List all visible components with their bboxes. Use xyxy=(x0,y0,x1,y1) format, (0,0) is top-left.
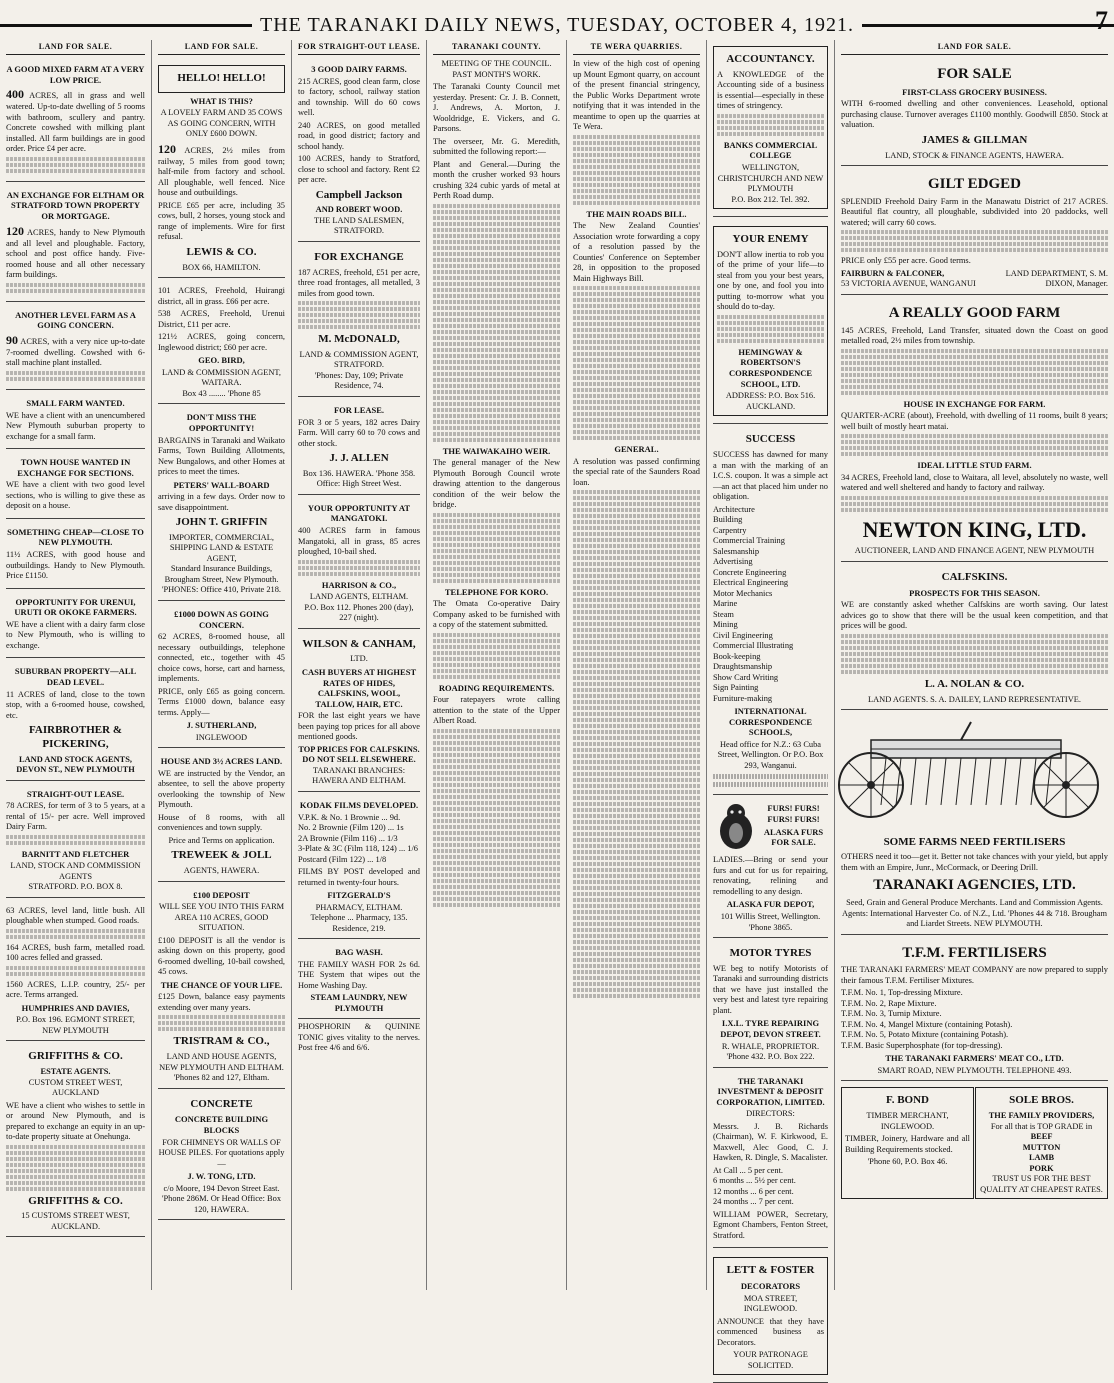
ad-suburban-property: SUBURBAN PROPERTY—ALL DEAD LEVEL. 11 ACRES of land, close to the town stop, with a 6-roomed house, cowshed, etc. FAIRBROTHER & PICKERING, LAND AND STOCK AGENTS, DEVON ST., NEW PLYMOUTH xyxy=(6,661,145,780)
kodak-price-item: Postcard (Film 122) ... 1/8 xyxy=(298,854,387,864)
course-item: Motor Mechanics xyxy=(713,588,773,598)
kodak-price-item: No. 2 Brownie (Film 120) ... 1s xyxy=(298,823,404,832)
ad-alaska-furs: FURS! FURS! FURS! FURS! ALASKA FURS FOR SALE. LADIES.—Bring or send your furs and cut for us for repairing, renovating, relining and remodelling to any design. ALASKA FUR DEPOT, 101 Willis Street, Wellington. 'Phone 3865. xyxy=(713,798,828,938)
kodak-price-list xyxy=(298,813,420,866)
firm-harrison: HARRISON & CO., xyxy=(321,579,397,590)
page-columns xyxy=(0,40,1114,1370)
ad-f-bond: F. BOND TIMBER MERCHANT, INGLEWOOD. TIMBER, Joinery, Hardware and all Building Requirements stocked. 'Phone 60, P.O. Box 46. xyxy=(841,1087,974,1199)
meat-item: MUTTON xyxy=(1022,1142,1061,1152)
ad-level-farm: ANOTHER LEVEL FARM AS A GOING CONCERN. 90 ACRES, with a very nice up-to-date 7-roomed dwelling. Cowshed with 6-stall machine plant installed. xyxy=(6,305,145,390)
firm-treweek: TREWEEK & JOLL xyxy=(171,849,272,862)
page-number: 7 xyxy=(1095,6,1108,35)
ad-success: SUCCESS SUCCESS has dawned for many a man with the marking of an I.C.S. coupon. It was a simple act—an act that placed him under no obligation. Architecture Building Carpentry Commercial Training Salesmanship Advertising Concrete Engineering Electrical Engineering Motor Mechanics Marine Steam Mining Civil Engineering Commercial Illustrating Book-keeping Draughtsmanship Show Card Writing Sign Painting Furniture-making INTERNATIONAL CORRESPONDENCE SCHOOLS, Head office for N.Z.: 63 Cuba Street, Wellington. Or P.O. Box 293, Wanganui. xyxy=(713,427,828,795)
course-item: Show Card Writing xyxy=(713,672,779,682)
course-item: Furniture-making xyxy=(713,693,773,703)
firm-tong: J. W. TONG, LTD. xyxy=(187,1171,256,1182)
course-item: Draughtsmanship xyxy=(713,662,773,671)
ad-exchange-eltham: AN EXCHANGE FOR ELTHAM OR STRATFORD TOWN PROPERTY OR MORTGAGE. 120 ACRES, handy to New Plymouth and all level and ploughable. Factory, school and post office handy. Five-roomed house and all other necessary farm buildings. xyxy=(6,185,145,302)
column-header: LAND FOR SALE. xyxy=(841,42,1108,55)
firm-ixl: I.X.L. TYRE REPAIRING DEPOT, DEVON STREET. xyxy=(720,1018,821,1039)
ad-concrete: CONCRETE CONCRETE BUILDING BLOCKS FOR CHIMNEYS OR WALLS OF HOUSE PILES. For quotations apply— J. W. TONG, LTD. c/o Moore, 194 Devon Street East. 'Phone 286M. Or Head Office: Box 120, HAWERA. xyxy=(158,1092,285,1221)
firm-campbell-jackson: Campbell Jackson xyxy=(315,188,403,201)
section-heading: THE WAIWAKAIHO WEIR. xyxy=(442,445,551,456)
firm-barnitt: BARNITT AND FLETCHER xyxy=(21,848,130,859)
firm-taranaki-farmers-meat: THE TARANAKI FARMERS' MEAT CO., LTD. xyxy=(885,1053,1064,1064)
ad-hello: HELLO! HELLO! WHAT IS THIS? A LOVELY FARM AND 35 COWS AS GOING CONCERN, WITH ONLY £600 DOWN. 120 ACRES, 2½ miles from railway, 5 miles from good town; half-mile from factory and school. All ploughable, well fenced. Nice house and outbuildings. PRICE £65 per acre, including 35 cows, bull, 2 horses, young stock and range of implements. Wire for first refusal. LEWIS & CO. BOX 66, HAMILTON. xyxy=(158,59,285,278)
firm-hemingway: HEMINGWAY & ROBERTSON'S CORRESPONDENCE SCHOOL, LTD. xyxy=(728,346,813,389)
course-item: Advertising xyxy=(713,557,753,566)
firm-fairburn-falconer: FAIRBURN & FALCONER, xyxy=(841,268,945,278)
ad-bag-wash: BAG WASH. THE FAMILY WASH FOR 2s 6d. THE System that wipes out the Home Washing Day. STEAM LAUNDRY, NEW PLYMOUTH xyxy=(298,942,420,1019)
seed-drill-illustration xyxy=(841,720,1101,825)
bottom-ads-row xyxy=(841,1084,1108,1202)
ad-for-lease: FOR LEASE. FOR 3 or 5 years, 182 acres Dairy Farm. Will carry 60 to 70 cows and other stock. J. J. ALLEN Box 136. HAWERA. 'Phone 358. Office: High Street West. xyxy=(298,400,420,495)
firm-sutherland: J. SUTHERLAND, xyxy=(186,720,257,731)
section-heading: TELEPHONE FOR KORO. xyxy=(444,586,549,597)
ad-griffiths: GRIFFITHS & CO. ESTATE AGENTS. CUSTOM STREET WEST, AUCKLAND WE have a client who wishes to settle in or around New Plymouth, and is prepared to exchange an equity in an up-to-date property situate at Onehunga. GRIFFITHS & CO. 15 CUSTOMS STREET WEST, AUCKLAND. xyxy=(6,1044,145,1237)
firm-f-bond: F. BOND xyxy=(886,1094,929,1107)
column-header: LAND FOR SALE. xyxy=(6,42,145,55)
firm-tristram: TRISTRAM & CO., xyxy=(173,1035,270,1048)
course-item: Carpentry xyxy=(713,525,747,535)
ad-1000-down: £1000 DOWN AS GOING CONCERN. 62 ACRES, 8-roomed house, all necessary outbuildings, telephone connected, etc., together with 45 choice cows, horse, cart and harness, implements. PRICE, only £65 as going concern. Terms £1000 down, balance easy terms. Apply— J. SUTHERLAND, INGLEWOOD xyxy=(158,604,285,748)
section-heading: ROADING REQUIREMENTS. xyxy=(438,682,555,693)
ad-100-deposit: £100 DEPOSIT WILL SEE YOU INTO THIS FARM AREA 110 ACRES, GOOD SITUATION. £100 DEPOSIT is all the vendor is asking down on this property, good 6-roomed dwelling, 10-bail cowshed, 45 cows. THE CHANCE OF YOUR LIFE. £125 Down, balance easy payments extending over many years. TRISTRAM & CO., LAND AND HOUSE AGENTS, NEW PLYMOUTH AND ELTHAM. 'Phones 82 and 127, Eltham. xyxy=(158,885,285,1089)
kodak-price-item: V.P.K. & No. 1 Brownie ... 9d. xyxy=(298,812,401,822)
ad-house-acres: HOUSE AND 3½ ACRES LAND. WE are instructed by the Vendor, an absentee, to sell the above property overlooking the township of New Plymouth. House of 8 rooms, with all conveniences and town supply. Price and Terms on application. TREWEEK & JOLL AGENTS, HAWERA. xyxy=(158,751,285,881)
course-list xyxy=(713,505,828,705)
ad-calfskins: CALFSKINS. PROSPECTS FOR THIS SEASON. WE are constantly asked whether Calfskins are worth saving. Our latest advices go to show that there will be the usual keen competition, and that prices will be good. L. A. NOLAN & CO. LAND AGENTS. S. A. DAILEY, LAND REPRESENTATIVE. xyxy=(841,565,1108,710)
course-item: Concrete Engineering xyxy=(713,567,787,577)
firm-wilson-canham: WILSON & CANHAM, xyxy=(302,637,416,650)
firm-newton-king: NEWTON KING, LTD. xyxy=(862,516,1087,542)
ad-geo-bird: 101 ACRES, Freehold, Huirangi district, all in grass. £66 per acre. 538 ACRES, Freehold, Urenui District, £11 per acre. 121½ ACRES, going concern, Inglewood district; £60 per acre. GEO. BIRD, LAND & COMMISSION AGENT, WAITARA. Box 43 ........ 'Phone 85 xyxy=(158,281,285,404)
firm-mcdonald: M. McDONALD, xyxy=(318,333,400,346)
ad-fertiliser-drill: SOME FARMS NEED FERTILISERS OTHERS need it too—get it. Better not take chances with your yield, but apply them with an Empire, Junr., McCormack, or Deering Drill. TARANAKI AGENCIES, LTD. Seed, Grain and General Produce Merchants. Land and Commission Agents. Agents: International Harvester Co. of N.Z., Ltd. 'Phones 44 & 718. Brougham and Liardet Streets. NEW PLYMOUTH. xyxy=(841,713,1108,935)
firm-griffin: JOHN T. GRIFFIN xyxy=(175,516,268,529)
ad-small-farm-wanted: SMALL FARM WANTED. WE have a client with an unencumbered New Plymouth suburban property to exchange for a small farm. xyxy=(6,393,145,449)
ad-really-good-farm: A REALLY GOOD FARM 145 ACRES, Freehold, Land Transfer, situated down the Coast on good metalled road, 2½ miles from township. HOUSE IN EXCHANGE FOR FARM. QUARTER-ACRE (about), Freehold, with dwelling of 11 rooms, built 8 years; well built of mostly heart matai. IDEAL LITTLE STUD FARM. 34 ACRES, Freehold land, close to Waitara, all level, absolutely no waste, well watered and well sheltered and handy to factory and railway. NEWTON KING, LTD. AUCTIONEER, LAND AND FINANCE AGENT, NEW PLYMOUTH xyxy=(841,298,1108,562)
course-item: Sign Painting xyxy=(713,683,759,692)
ad-grocery-business: FOR SALE FIRST-CLASS GROCERY BUSINESS. WITH 6-roomed dwelling and other conveniences. Leasehold, optional purchasing clause. Turnover averages £1100 monthly. Goodwill £850. Stock at valuation. JAMES & GILLMAN LAND, STOCK & FINANCE AGENTS, HAWERA. xyxy=(841,59,1108,166)
meat-list xyxy=(979,1132,1104,1174)
ad-dairy-farms: 3 GOOD DAIRY FARMS. 215 ACRES, good clean farm, close to factory, school, railway station and township. Will do 60 cows well. 240 ACRES, on good metalled road, in good district; factory and school handy. 100 ACRES, handy to Stratford, close to school and factory. Rent £2 per acre. Campbell Jackson AND ROBERT WOOD. THE LAND SALESMEN, STRATFORD. xyxy=(298,59,420,242)
course-item: Commercial Training xyxy=(713,536,785,545)
course-item: Marine xyxy=(713,599,738,608)
firm-james-gillman: JAMES & GILLMAN xyxy=(921,133,1028,146)
article-title: TARANAKI COUNTY. xyxy=(433,42,560,55)
fertiliser-item: T.F.M. No. 4, Mangel Mixture (containing Potash). xyxy=(841,1019,1013,1029)
section-heading: TE WERA QUARRIES. xyxy=(573,42,700,55)
fertiliser-item: T.F.M. No. 3, Turnip Mixture. xyxy=(841,1009,942,1019)
course-item: Mining xyxy=(713,620,738,629)
masthead xyxy=(0,0,1114,40)
firm-alaska-fur-depot: ALASKA FUR DEPOT, xyxy=(726,899,815,910)
firm-nolan: L. A. NOLAN & CO. xyxy=(924,677,1025,690)
course-item: Book-keeping xyxy=(713,651,761,661)
column-7 xyxy=(835,40,1114,1290)
firm-sole-bros: SOLE BROS. xyxy=(1009,1094,1074,1107)
column-4: TARANAKI COUNTY. MEETING OF THE COUNCIL. PAST MONTH'S WORK. The Taranaki County Council met yesterday. Present: Cr. J. B. Connett, J. Andrews, A. Morton, J. Wooldridge, E. Vickers, and G. Parsons. The overseer, Mr. G. Meredith, submitted the following report:— Plant and General.—During the month the crusher worked 93 hours crushing 324 cubic yards of metal at Perth Road dump. THE WAIWAKAIHO WEIR. The general manager of the New Plymouth Borough Council wrote drawing attention to the dangerous condition of the weir below the bridge. TELEPHONE FOR KORO. The Omata Co-operative Dairy Company asked to be furnished with a copy of the statement submitted. ROADING REQUIREMENTS. Four ratepayers wrote calling attention to the state of the Upper Albert Road. xyxy=(427,40,567,1290)
column-5: TE WERA QUARRIES. In view of the high cost of opening up Mount Egmont quarry, on account of the present financial stringency, the Public Works Department wrote notifying that it was intended in the meantime to open up the quarries at Te Wera. THE MAIN ROADS BILL. The New Zealand Counties' Association wrote forwarding a copy of a resolution passed by the Counties' Conference on September 28, in opposition to the proposed Main Highways Bill. GENERAL. A resolution was passed confirming the special rate of the Saunders Road loan. xyxy=(567,40,707,1290)
firm-ics: INTERNATIONAL CORRESPONDENCE SCHOOLS, xyxy=(728,706,813,738)
meat-item: BEEF xyxy=(1030,1132,1053,1142)
ad-lett-foster: LETT & FOSTER DECORATORS MOA STREET, INGLEWOOD. ANNOUNCE that they have commenced business as Decorators. YOUR PATRONAGE SOLICITED. xyxy=(713,1251,828,1383)
course-item: Building xyxy=(713,515,743,524)
ad-opportunity-urenui: OPPORTUNITY FOR URENUI, URUTI OR OKOKE FARMERS. WE have a client with a dairy farm close to New Plymouth, who is willing to exchange. xyxy=(6,592,145,659)
section-heading: THE MAIN ROADS BILL. xyxy=(586,208,687,219)
firm-lett-foster: LETT & FOSTER xyxy=(726,1264,815,1277)
fur-animal-icon xyxy=(713,801,759,853)
ad-for-exchange: FOR EXCHANGE 187 ACRES, freehold, £51 per acre, three road frontages, all metalled, 3 miles from good town. M. McDONALD, LAND & COMMISSION AGENT, STRATFORD. 'Phones: Day, 109; Private Residence, 74. xyxy=(298,245,420,397)
kodak-price-item: 3-Plate & 3C (Film 118, 124) ... 1/6 xyxy=(298,844,418,853)
column-header: LAND FOR SALE. xyxy=(158,42,285,55)
ad-gilt-edged: GILT EDGED SPLENDID Freehold Dairy Farm in the Manawatu District of 217 ACRES. Beautiful flat country, all ploughable, subdivided into 20 paddocks, well watered; will carry 60 cows. PRICE only £55 per acre. Good terms. FAIRBURN & FALCONER, 53 VICTORIA AVENUE, WANGANUI LAND DEPARTMENT, S. M. DIXON, Manager. xyxy=(841,169,1108,295)
firm-lewis: LEWIS & CO. xyxy=(186,245,257,258)
firm-banks-college: BANKS COMMERCIAL COLLEGE xyxy=(723,139,818,161)
course-item: Salesmanship xyxy=(713,546,760,556)
ad-mixed-farm: A GOOD MIXED FARM AT A VERY LOW PRICE. 400 ACRES, all in grass and well watered. Up-to-date dwelling of 5 rooms with bathroom, scullery and pantry. Concrete cowshed with milking plant installed. All farm buildings are in good order. Price £4 per acre. xyxy=(6,59,145,182)
ad-dont-miss: DON'T MISS THE OPPORTUNITY! BARGAINS in Taranaki and Waikato Farms, Town Building Allotments, New Bungalows, and other Homes at prices to meet the times. PETERS' WALL-BOARD arriving in a few days. Order now to save disappointment. JOHN T. GRIFFIN IMPORTER, COMMERCIAL, SHIPPING LAND & ESTATE AGENT, Standard Insurance Buildings, Brougham Street, New Plymouth. 'PHONES: Office 410, Private 218. xyxy=(158,407,285,601)
deposit-rate-item: 12 months ... 6 per cent. xyxy=(713,1186,794,1196)
ad-taranaki-investment: THE TARANAKI INVESTMENT & DEPOSIT CORPORATION, LIMITED. DIRECTORS: Messrs. J. B. Richards (Chairman), W. F. Kirkwood, E. Maxwell, Alec Good, C. J. Hawken, R. Dingle, S. Macalister. At Call ... 5 per cent. 6 months ... 5½ per cent. 12 months ... 6 per cent. 24 months ... 7 per cent. WILLIAM POWER, Secretary, Egmont Chambers, Fenton Street, Stratford. xyxy=(713,1071,828,1249)
course-item: Commercial Illustrating xyxy=(713,641,794,650)
ad-something-cheap: SOMETHING CHEAP—CLOSE TO NEW PLYMOUTH. 11½ ACRES, with good house and outbuildings. Handy to New Plymouth. Price £1150. xyxy=(6,522,145,589)
firm-allen: J. J. ALLEN xyxy=(329,452,389,464)
ad-straight-out-lease: STRAIGHT-OUT LEASE. 78 ACRES, for term of 3 to 5 years, at a rental of 15/- per acre. Well improved Dairy Farm. BARNITT AND FLETCHER LAND, STOCK AND COMMISSION AGENTS STRATFORD. P.O. BOX 8. xyxy=(6,784,145,898)
ad-wilson-canham: WILSON & CANHAM, LTD. CASH BUYERS AT HIGHEST RATES OF HIDES, CALFSKINS, WOOL, TALLOW, HAIR, ETC. FOR the last eight years we have been paying top prices for all above mentioned goods. TOP PRICES FOR CALFSKINS. DO NOT SELL ELSEWHERE. TARANAKI BRANCHES: HAWERA AND ELTHAM. xyxy=(298,632,420,792)
column-1 xyxy=(0,40,152,1290)
firm-geo-bird: GEO. BIRD, xyxy=(198,355,245,366)
course-item: Architecture xyxy=(713,504,755,514)
column-6 xyxy=(707,40,835,1370)
article-body-text xyxy=(433,204,560,442)
newspaper-title: THE TARANAKI DAILY NEWS, TUESDAY, OCTOBER 4, 1921. xyxy=(0,14,1114,37)
ad-sole-bros: SOLE BROS. THE FAMILY PROVIDERS, For all that is TOP GRADE in BEEF MUTTON LAMB PORK TRUST US FOR THE BEST QUALITY AT CHEAPEST RATES. xyxy=(975,1087,1108,1199)
firm-fitzgerald: FITZGERALD'S xyxy=(327,890,391,900)
ad-humphries: 63 ACRES, level land, little bush. All ploughable when stumped. Good roads. 164 ACRES, bush farm, metalled road. 100 acres felled and grassed. 1560 ACRES, L.I.P. country, 25/- per acre. Terms arranged. HUMPHRIES AND DAVIES, P.O. Box 196. EGMONT STREET, NEW PLYMOUTH xyxy=(6,901,145,1042)
ad-mangatoki: YOUR OPPORTUNITY AT MANGATOKI. 400 ACRES farm in famous Mangatoki, all in grass, 85 acres ploughed, 10-bail shed. HARRISON & CO., LAND AGENTS, ELTHAM. P.O. Box 112. Phones 200 (day), 227 (night). xyxy=(298,498,420,629)
fertiliser-item: T.F.M. No. 5, Potato Mixture (containing Potash). xyxy=(841,1030,1009,1040)
ad-tfm-fertilisers: T.F.M. FERTILISERS THE TARANAKI FARMERS' MEAT COMPANY are now prepared to supply their famous T.F.M. Fertiliser Mixtures. T.F.M. No. 1, Top-dressing Mixture. T.F.M. No. 2, Rape Mixture. T.F.M. No. 3, Turnip Mixture. T.F.M. No. 4, Mangel Mixture (containing Potash). T.F.M. No. 5, Potato Mixture (containing Potash). T.F.M. Basic Superphosphate (for top-dressing). THE TARANAKI FARMERS' MEAT CO., LTD. SMART ROAD, NEW PLYMOUTH. TELEPHONE 493. xyxy=(841,938,1108,1082)
meat-item: PORK xyxy=(1029,1163,1054,1173)
column-3 xyxy=(292,40,427,1290)
fertiliser-item: T.F.M. No. 1, Top-dressing Mixture. xyxy=(841,988,963,998)
ad-kodak: KODAK FILMS DEVELOPED. V.P.K. & No. 1 Brownie ... 9d. No. 2 Brownie (Film 120) ... 1s 2A Brownie (Film 116) ... 1/3 3-Plate & 3C (Film 118, 124) ... 1/6 Postcard (Film 122) ... 1/8 FILMS BY POST developed and returned in twenty-four hours. FITZGERALD'S PHARMACY, ELTHAM. Telephone ... Pharmacy, 135. Residence, 219. xyxy=(298,795,420,939)
fertiliser-item: T.F.M. Basic Superphosphate (for top-dressing). xyxy=(841,1040,1003,1050)
column-2 xyxy=(152,40,292,1290)
deposit-rates xyxy=(713,1166,828,1208)
fertiliser-item: T.F.M. No. 2, Rape Mixture. xyxy=(841,998,937,1008)
ad-motor-tyres: MOTOR TYRES WE beg to notify Motorists of Taranaki and surrounding districts that we have just installed the very best and latest tyre repairing plant. I.X.L. TYRE REPAIRING DEPOT, DEVON STREET. R. WHALE, PROPRIETOR. 'Phone 432. P.O. Box 222. xyxy=(713,941,828,1068)
column-header: FOR STRAIGHT-OUT LEASE. xyxy=(298,42,420,55)
firm-taranaki-agencies: TARANAKI AGENCIES, LTD. xyxy=(873,877,1076,894)
meat-item: LAMB xyxy=(1028,1153,1055,1163)
course-item: Electrical Engineering xyxy=(713,578,789,587)
deposit-rate-item: 24 months ... 7 per cent. xyxy=(713,1197,794,1207)
firm-fairbrother: FAIRBROTHER & PICKERING, xyxy=(29,724,122,750)
ad-accountancy: ACCOUNTANCY. A KNOWLEDGE of the Accounting side of a business is essential—especially in these times of stringency. BANKS COMMERCIAL COLLEGE WELLINGTON, CHRISTCHURCH AND NEW PLYMOUTH P.O. Box 212. Tel. 392. xyxy=(713,40,828,217)
course-item: Civil Engineering xyxy=(713,630,773,640)
ad-town-house-wanted: TOWN HOUSE WANTED IN EXCHANGE FOR SECTIONS. WE have a client with two good level sections, who is willing to give these as deposit on a house. xyxy=(6,452,145,519)
firm-humphries: HUMPHRIES AND DAVIES, xyxy=(21,1002,130,1013)
kodak-price-item: 2A Brownie (Film 116) ... 1/3 xyxy=(298,833,398,843)
course-item: Steam xyxy=(713,609,734,619)
section-heading: GENERAL. xyxy=(614,444,659,455)
ad-phosphorin: PHOSPHORIN & QUININE TONIC gives vitality to the nerves. Post free 4/6 and 6/6. xyxy=(298,1022,420,1053)
ad-your-enemy: YOUR ENEMY DON'T allow inertia to rob you of the prime of your life—to steal from you your best years, one by one, and fool you into putting to-morrow what you should do to-day. HEMINGWAY & ROBERTSON'S CORRESPONDENCE SCHOOL, LTD. ADDRESS: P.O. Box 516. AUCKLAND. xyxy=(713,220,828,424)
deposit-rate-item: 6 months ... 5½ per cent. xyxy=(713,1176,796,1186)
deposit-rate-item: At Call ... 5 per cent. xyxy=(713,1165,784,1175)
fertiliser-list xyxy=(841,988,1108,1051)
firm-griffiths: GRIFFITHS & CO. xyxy=(28,1050,123,1063)
